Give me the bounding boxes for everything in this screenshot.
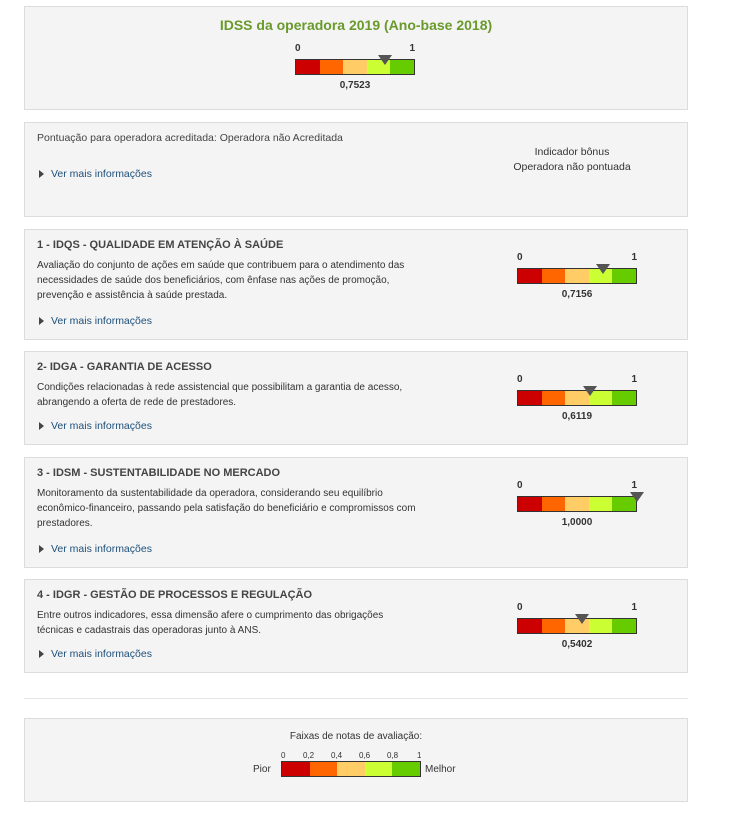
expand-triangle-icon <box>39 170 44 178</box>
section-idqs <box>24 229 688 340</box>
more-label: Ver mais informações <box>51 648 152 660</box>
divider <box>24 698 688 699</box>
section-idgr <box>24 579 688 673</box>
expand-triangle-icon <box>39 317 44 325</box>
accreditation-text: Pontuação para operadora acreditada: Operadora não Acreditada <box>37 132 343 144</box>
section-title: 1 - IDQS - QUALIDADE EM ATENÇÃO À SAÚDE <box>37 239 284 251</box>
gauge-max-label: 1 <box>631 480 637 491</box>
expand-triangle-icon <box>39 422 44 430</box>
desc-line: abrangendo a oferta de rede de prestadores. <box>37 397 237 408</box>
section-idsm <box>24 457 688 568</box>
gauge-pointer-icon <box>630 492 644 502</box>
gauge-pointer-icon <box>596 264 610 274</box>
idsm-gauge <box>517 480 639 532</box>
legend-bar <box>281 761 421 777</box>
section-title: 3 - IDSM - SUSTENTABILIDADE NO MERCADO <box>37 467 281 479</box>
section-idga <box>24 351 688 445</box>
accreditation-more-link[interactable] <box>39 168 152 180</box>
more-label: Ver mais informações <box>51 420 152 432</box>
legend-tick: 0 <box>281 751 286 760</box>
bonus-status: Operadora não pontuada <box>513 161 631 173</box>
more-label: Ver mais informações <box>51 315 152 327</box>
legend-best-label: Melhor <box>425 764 456 775</box>
idss-gauge <box>295 43 417 95</box>
section-title: 2- IDGA - GARANTIA DE ACESSO <box>37 361 212 373</box>
more-label: Ver mais informações <box>51 168 152 180</box>
legend-tick: 0,6 <box>359 751 371 760</box>
gauge-pointer-icon <box>378 55 392 65</box>
idss-title: IDSS da operadora 2019 (Ano-base 2018) <box>219 17 493 33</box>
desc-line: Condições relacionadas à rede assistencial que possibilitam a garantia de acesso, <box>37 382 403 393</box>
desc-line: Monitoramento da sustentabilidade da operadora, considerando seu equilíbrio <box>37 488 383 499</box>
section-more-link[interactable] <box>39 315 152 327</box>
section-more-link[interactable] <box>39 648 152 660</box>
section-description <box>37 258 467 303</box>
gauge-max-label: 1 <box>631 602 637 613</box>
gauge-max-label: 1 <box>631 252 637 263</box>
gauge-min-label: 0 <box>517 602 523 613</box>
section-more-link[interactable] <box>39 420 152 432</box>
gauge-bar <box>517 268 637 284</box>
legend-tick: 0,2 <box>303 751 315 760</box>
expand-triangle-icon <box>39 545 44 553</box>
section-description <box>37 380 467 410</box>
gauge-max-label: 1 <box>631 374 637 385</box>
expand-triangle-icon <box>39 650 44 658</box>
legend-tick: 0,4 <box>331 751 343 760</box>
idgr-gauge <box>517 602 639 654</box>
section-title: 4 - IDGR - GESTÃO DE PROCESSOS E REGULAÇÃO <box>37 589 313 601</box>
gauge-pointer-icon <box>575 614 589 624</box>
legend-worst-label: Pior <box>253 764 271 775</box>
idqs-gauge <box>517 252 639 304</box>
gauge-max-label: 1 <box>409 43 415 54</box>
bonus-title: Indicador bônus <box>534 146 610 158</box>
gauge-value: 0,6119 <box>561 411 593 422</box>
accreditation-panel <box>24 122 688 217</box>
gauge-min-label: 0 <box>517 374 523 385</box>
gauge-bar <box>517 496 637 512</box>
idss-summary-panel <box>24 6 688 110</box>
section-description <box>37 608 467 638</box>
legend-title: Faixas de notas de avaliação: <box>289 731 423 742</box>
desc-line: prevenção e assistência à saúde prestada. <box>37 290 228 301</box>
gauge-value: 0,7156 <box>561 289 593 300</box>
legend-tick: 1 <box>417 751 422 760</box>
gauge-value: 0,7523 <box>339 80 371 91</box>
more-label: Ver mais informações <box>51 543 152 555</box>
gauge-min-label: 0 <box>517 480 523 491</box>
gauge-value: 1,0000 <box>561 517 593 528</box>
desc-line: econômico-financeiro, passando pela satisfação do beneficiário e compromissos com <box>37 503 416 514</box>
desc-line: prestadores. <box>37 518 93 529</box>
gauge-pointer-icon <box>583 386 597 396</box>
desc-line: técnicas e cadastrais das operadoras junto à ANS. <box>37 625 262 636</box>
desc-line: Entre outros indicadores, essa dimensão afere o cumprimento das obrigações <box>37 610 384 621</box>
gauge-value: 0,5402 <box>561 639 593 650</box>
gauge-min-label: 0 <box>295 43 301 54</box>
idga-gauge <box>517 374 639 426</box>
gauge-min-label: 0 <box>517 252 523 263</box>
legend-panel <box>24 718 688 802</box>
section-description <box>37 486 467 531</box>
gauge-bar <box>295 59 415 75</box>
legend-tick: 0,8 <box>387 751 399 760</box>
section-more-link[interactable] <box>39 543 152 555</box>
desc-line: Avaliação do conjunto de ações em saúde que contribuem para o atendimento das <box>37 260 405 271</box>
desc-line: necessidades de saúde dos beneficiários, com ênfase nas ações de promoção, <box>37 275 390 286</box>
gauge-bar <box>517 390 637 406</box>
bonus-indicator <box>487 145 657 175</box>
